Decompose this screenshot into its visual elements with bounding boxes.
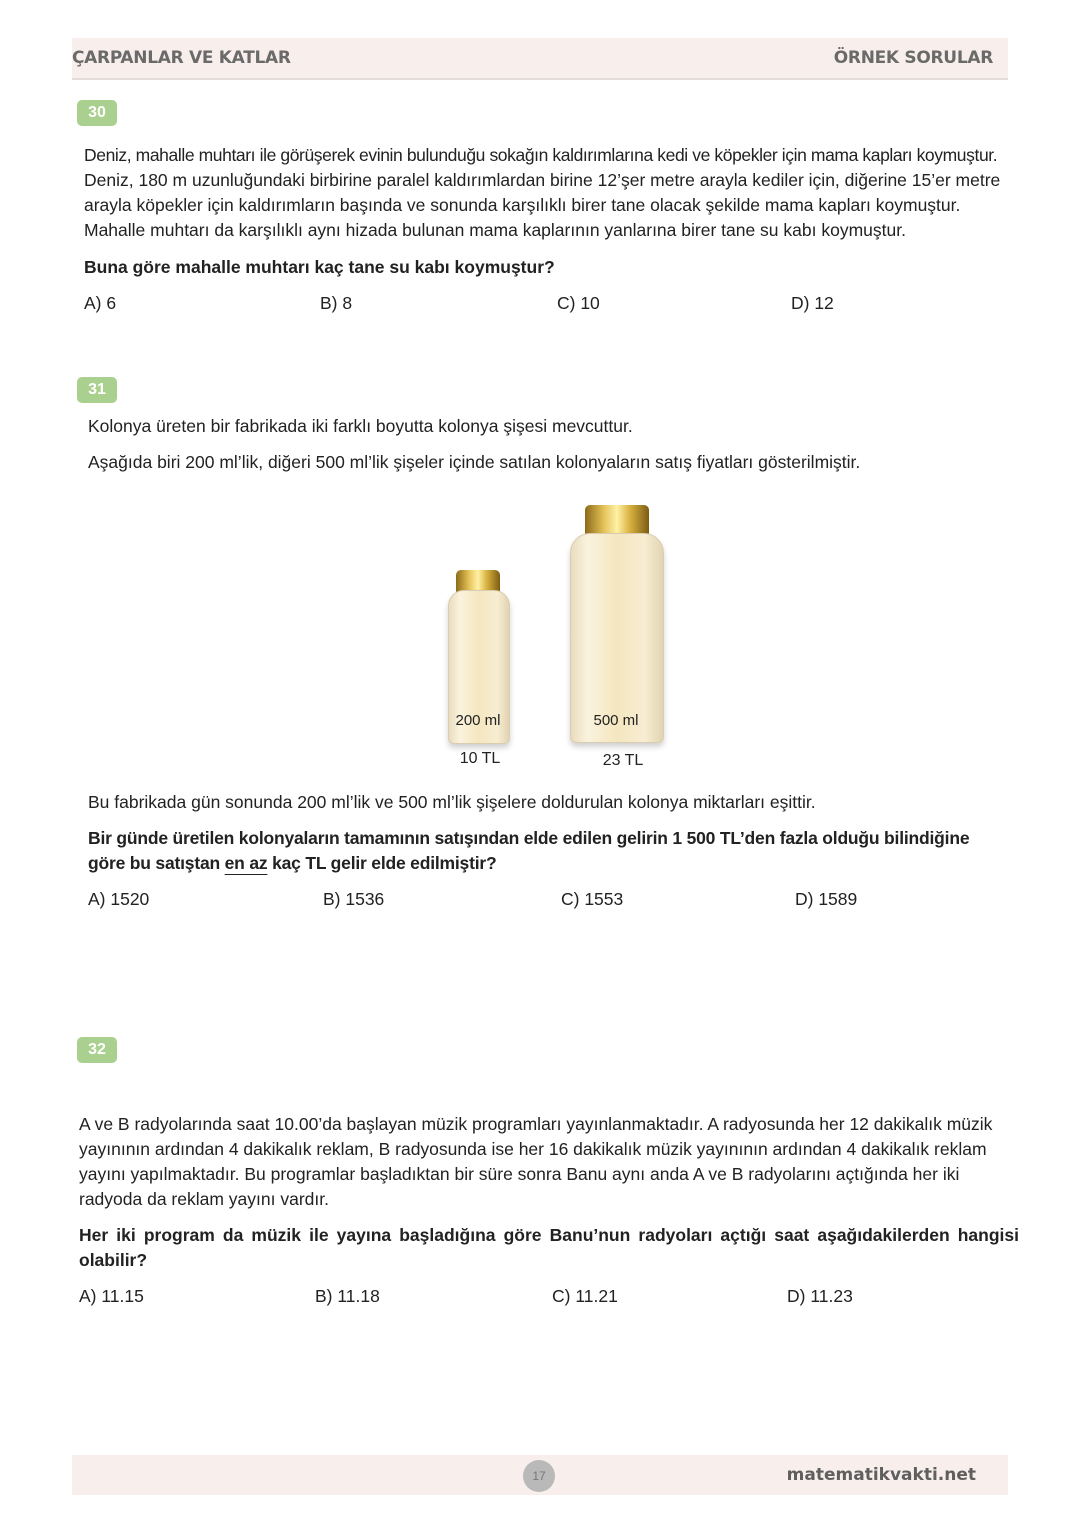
question-32-text	[79, 1112, 1019, 1212]
q31-intro-2: Aşağıda biri 200 ml’lik, diğeri 500 ml’lik şişeler içinde satılan kolonyaların satış fiyatları gösterilmiştir.	[88, 452, 861, 472]
q32-line-1: A ve B radyolarında saat 10.00’da başlayan müzik programları yayınlanmaktadır. A radyosunda her 12 dakikalık müzik	[79, 1114, 993, 1134]
bottles-figure	[430, 500, 690, 780]
question-31-prompt	[88, 826, 1033, 876]
question-32-prompt: Her iki program da müzik ile yayına başladığına göre Banu’nun radyoları açtığı saat aşağıdakilerden hangisi olabilir?	[79, 1225, 1019, 1270]
q31-question-post: kaç TL gelir elde edilmiştir?	[267, 853, 497, 873]
page-number: 17	[523, 1460, 555, 1492]
q32-option-c[interactable]: C) 11.21	[552, 1286, 618, 1306]
chapter-title: ÇARPANLAR VE KATLAR	[72, 48, 291, 68]
q32-line-2: yayınının ardından 4 dakikalık reklam, B radyosunda ise her 16 dakikalık müzik yayınının ardından 4 dakikalık reklam	[79, 1139, 987, 1159]
question-number-32: 32	[77, 1037, 117, 1063]
small-bottle-label: 200 ml	[455, 712, 501, 729]
question-number-30: 30	[77, 100, 117, 126]
q31-option-c[interactable]: C) 1553	[561, 889, 624, 909]
question-number-31: 31	[77, 377, 117, 403]
q31-intro-1: Kolonya üreten bir fabrikada iki farklı boyutta kolonya şişesi mevcuttur.	[88, 416, 633, 436]
q32-option-d[interactable]: D) 11.23	[787, 1286, 853, 1306]
large-bottle-price: 23 TL	[602, 752, 644, 769]
q32-option-b[interactable]: B) 11.18	[315, 1286, 380, 1306]
q31-option-d[interactable]: D) 1589	[795, 889, 858, 909]
q31-option-b[interactable]: B) 1536	[323, 889, 385, 909]
large-bottle-label: 500 ml	[593, 712, 639, 729]
large-bottle	[570, 505, 670, 750]
q31-question-line-1: Bir günde üretilen kolonyaların tamamının satışından elde edilen gelirin 1 500 TL’den fazla olduğu bilindiğine	[88, 828, 970, 848]
page-header	[72, 38, 1008, 80]
q30-line-4: Mahalle muhtarı da karşılıklı aynı hizada bulunan mama kaplarının yanlarına birer tane su kabı koymuştur.	[84, 220, 906, 240]
q31-option-a[interactable]: A) 1520	[88, 889, 150, 909]
q30-line-3: arayla köpekler için kaldırımların başında ve sonunda karşılıklı birer tane olacak şekilde mama kapları koymuştur.	[84, 195, 961, 215]
q31-question-emphasis: en az	[224, 853, 268, 873]
q30-option-a[interactable]: A) 6	[84, 293, 117, 313]
section-title: ÖRNEK SORULAR	[833, 48, 993, 68]
q30-line-1: Deniz, mahalle muhtarı ile görüşerek evinin bulunduğu sokağın kaldırımlarına kedi ve köpekler için mama kapları koymuştur.	[84, 145, 998, 165]
q32-option-a[interactable]: A) 11.15	[79, 1286, 144, 1306]
small-bottle	[448, 570, 512, 750]
small-bottle-price: 10 TL	[459, 750, 501, 767]
q30-option-c[interactable]: C) 10	[557, 293, 600, 313]
question-30-text	[84, 143, 1034, 243]
q32-line-3: yayını yapılmaktadır. Bu programlar başladıktan bir süre sonra Banu aynı anda A ve B radyolarını açtığında her iki	[79, 1164, 960, 1184]
q30-line-2: Deniz, 180 m uzunluğundaki birbirine paralel kaldırımlardan birine 12’şer metre arayla kediler için, diğerine 15’er metre	[84, 170, 1001, 190]
q30-option-d[interactable]: D) 12	[791, 293, 834, 313]
q30-option-b[interactable]: B) 8	[320, 293, 353, 313]
q32-line-4: radyoda da reklam yayını vardır.	[79, 1189, 329, 1209]
page-footer	[72, 1455, 1008, 1495]
q31-question-pre: göre bu satıştan	[88, 853, 225, 873]
q31-statement: Bu fabrikada gün sonunda 200 ml’lik ve 500 ml’lik şişelere doldurulan kolonya miktarları eşittir.	[88, 792, 816, 812]
question-30-prompt: Buna göre mahalle muhtarı kaç tane su kabı koymuştur?	[84, 257, 555, 277]
q31-question-line-2	[88, 851, 1033, 876]
site-name: matematikvakti.net	[786, 1465, 976, 1485]
